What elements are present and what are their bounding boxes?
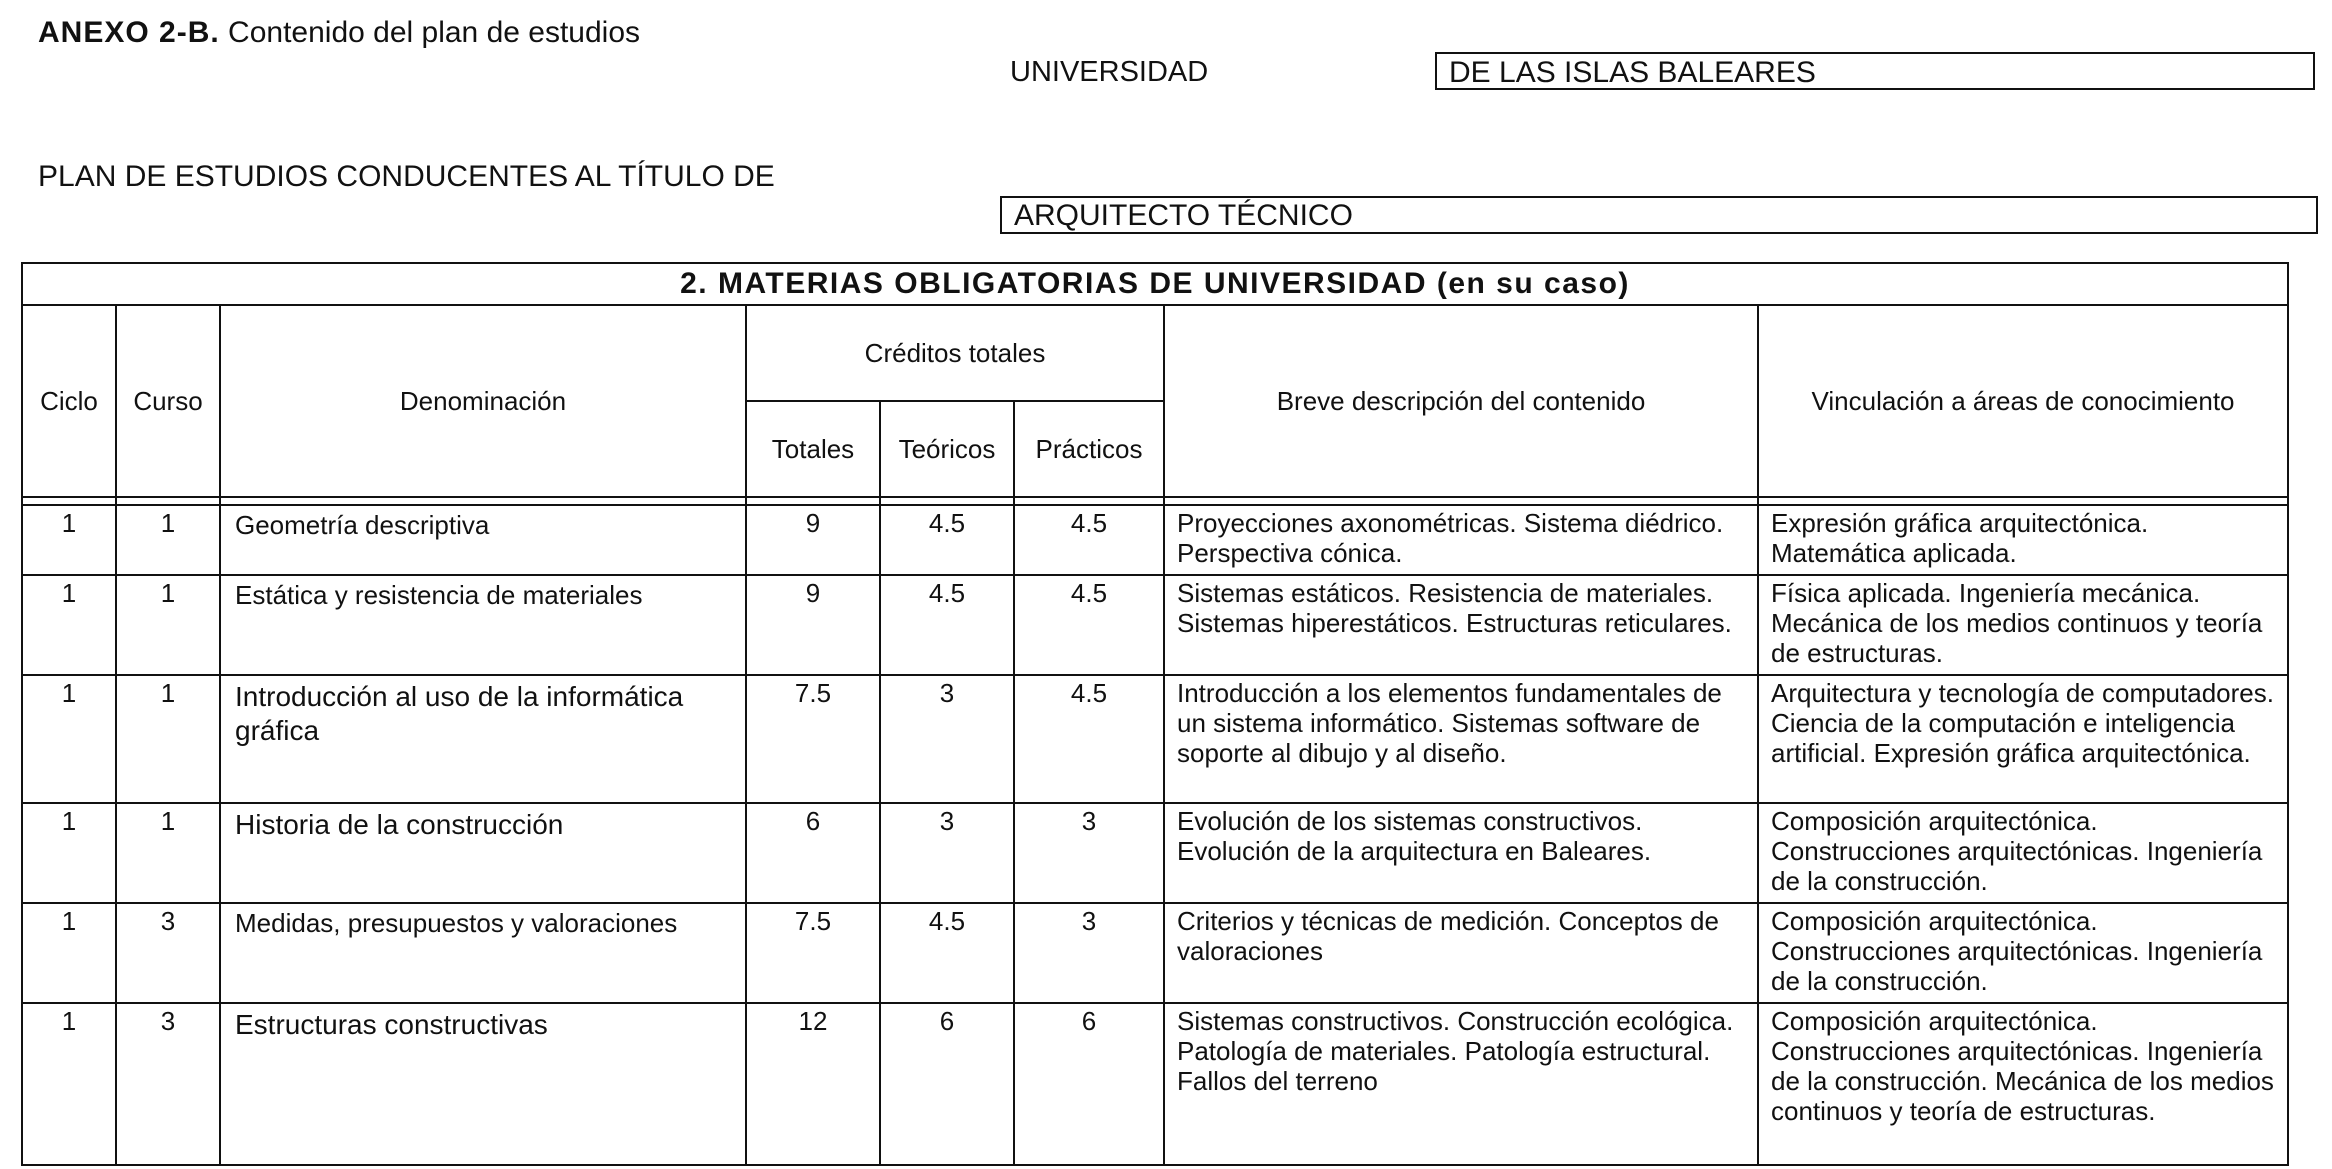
university-field: DE LAS ISLAS BALEARES: [1435, 52, 2315, 90]
cell-vinculacion: Arquitectura y tecnología de computadores. Ciencia de la computación e inteligencia artificial. Expresión gráfica arquitectónica.: [1758, 675, 2288, 803]
table-row: [22, 505, 2288, 575]
degree-field: ARQUITECTO TÉCNICO: [1000, 196, 2318, 234]
cell-curso: 3: [116, 903, 220, 1003]
cell-totales: 9: [746, 505, 880, 575]
cell-descripcion: Introducción a los elementos fundamentales de un sistema informático. Sistemas software de soporte al dibujo y al diseño.: [1164, 675, 1758, 803]
cell-teoricos: 3: [880, 675, 1014, 803]
cell-descripcion: Evolución de los sistemas constructivos. Evolución de la arquitectura en Baleares.: [1164, 803, 1758, 903]
cell-ciclo: 1: [22, 803, 116, 903]
cell-denominacion: Geometría descriptiva: [220, 505, 746, 575]
cell-descripcion: Criterios y técnicas de medición. Conceptos de valoraciones: [1164, 903, 1758, 1003]
cell-curso: 1: [116, 675, 220, 803]
cell-ciclo: 1: [22, 903, 116, 1003]
cell-vinculacion: Expresión gráfica arquitectónica. Matemática aplicada.: [1758, 505, 2288, 575]
cell-curso: 1: [116, 803, 220, 903]
cell-ciclo: 1: [22, 575, 116, 675]
cell-teoricos: 3: [880, 803, 1014, 903]
cell-teoricos: 4.5: [880, 903, 1014, 1003]
header-curso: Curso: [116, 305, 220, 497]
cell-denominacion: Estática y resistencia de materiales: [220, 575, 746, 675]
table-row: [22, 575, 2288, 675]
header-descripcion: Breve descripción del contenido: [1164, 305, 1758, 497]
cell-ciclo: 1: [22, 1003, 116, 1165]
cell-denominacion: Introducción al uso de la informática gráfica: [220, 675, 746, 803]
plan-label: PLAN DE ESTUDIOS CONDUCENTES AL TÍTULO DE: [38, 160, 775, 193]
cell-denominacion: Historia de la construcción: [220, 803, 746, 903]
table-title: 2. MATERIAS OBLIGATORIAS DE UNIVERSIDAD (en su caso): [22, 263, 2288, 305]
cell-vinculacion: Física aplicada. Ingeniería mecánica. Mecánica de los medios continuos y teoría de estructuras.: [1758, 575, 2288, 675]
cell-denominacion: Estructuras constructivas: [220, 1003, 746, 1165]
table-row: [22, 803, 2288, 903]
header-spacer: [22, 497, 2288, 505]
table-row: [22, 903, 2288, 1003]
cell-teoricos: 4.5: [880, 505, 1014, 575]
header-vinculacion: Vinculación a áreas de conocimiento: [1758, 305, 2288, 497]
cell-descripcion: Sistemas estáticos. Resistencia de materiales. Sistemas hiperestáticos. Estructuras reticulares.: [1164, 575, 1758, 675]
cell-ciclo: 1: [22, 675, 116, 803]
cell-totales: 12: [746, 1003, 880, 1165]
cell-practicos: 4.5: [1014, 675, 1164, 803]
cell-ciclo: 1: [22, 505, 116, 575]
cell-practicos: 4.5: [1014, 575, 1164, 675]
table-row: [22, 1003, 2288, 1165]
cell-vinculacion: Composición arquitectónica. Construcciones arquitectónicas. Ingeniería de la construcción.: [1758, 903, 2288, 1003]
cell-vinculacion: Composición arquitectónica. Construcciones arquitectónicas. Ingeniería de la construcción. Mecánica de los medios continuos y teoría de estructuras.: [1758, 1003, 2288, 1165]
university-label: UNIVERSIDAD: [1010, 56, 1209, 88]
cell-curso: 1: [116, 575, 220, 675]
header-teoricos: Teóricos: [880, 401, 1014, 497]
header-denominacion: Denominación: [220, 305, 746, 497]
curriculum-table: [21, 262, 2289, 1166]
annex-number: ANEXO 2-B.: [38, 16, 220, 49]
cell-totales: 7.5: [746, 675, 880, 803]
cell-practicos: 6: [1014, 1003, 1164, 1165]
cell-descripcion: Proyecciones axonométricas. Sistema diédrico. Perspectiva cónica.: [1164, 505, 1758, 575]
cell-teoricos: 6: [880, 1003, 1014, 1165]
header-ciclo: Ciclo: [22, 305, 116, 497]
cell-totales: 9: [746, 575, 880, 675]
cell-vinculacion: Composición arquitectónica. Construcciones arquitectónicas. Ingeniería de la construcción.: [1758, 803, 2288, 903]
cell-curso: 1: [116, 505, 220, 575]
table-row: [22, 675, 2288, 803]
cell-descripcion: Sistemas constructivos. Construcción ecológica. Patología de materiales. Patología estructural. Fallos del terreno: [1164, 1003, 1758, 1165]
cell-practicos: 3: [1014, 803, 1164, 903]
annex-description: Contenido del plan de estudios: [228, 16, 641, 49]
cell-practicos: 4.5: [1014, 505, 1164, 575]
header-practicos: Prácticos: [1014, 401, 1164, 497]
annex-heading: [38, 16, 640, 50]
cell-denominacion: Medidas, presupuestos y valoraciones: [220, 903, 746, 1003]
cell-curso: 3: [116, 1003, 220, 1165]
header-totales: Totales: [746, 401, 880, 497]
cell-totales: 7.5: [746, 903, 880, 1003]
cell-teoricos: 4.5: [880, 575, 1014, 675]
header-creditos: Créditos totales: [746, 305, 1164, 401]
cell-practicos: 3: [1014, 903, 1164, 1003]
cell-totales: 6: [746, 803, 880, 903]
